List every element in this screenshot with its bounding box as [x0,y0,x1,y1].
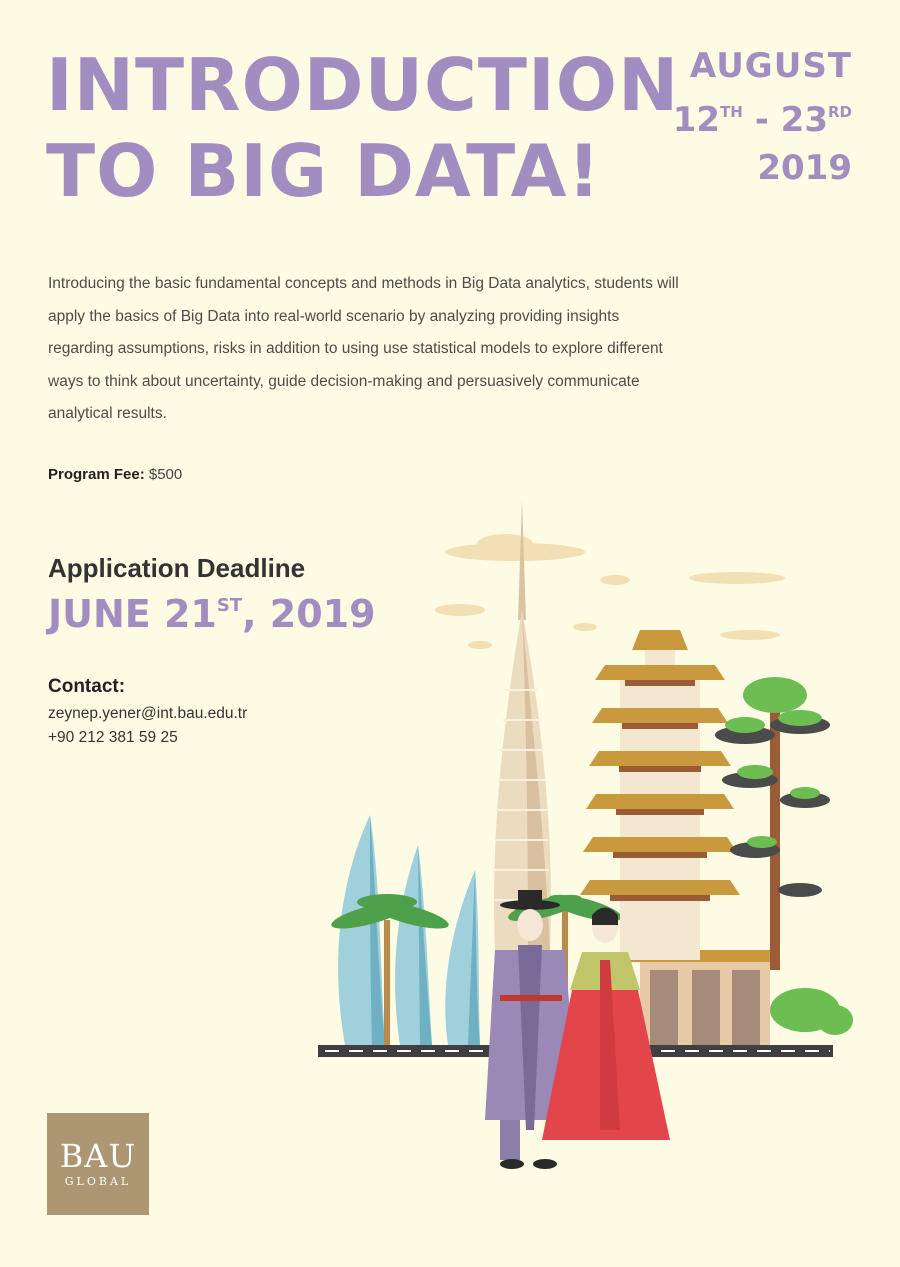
title-line-1: INTRODUCTION [46,43,680,127]
dates-year: 2019 [757,148,852,188]
program-description: Introducing the basic fundamental concepts and methods in Big Data analytics, students will apply the basics of Big Data into real-world scenario by analyzing providing insights regarding assumptions, risks in addition to using use statistical models to explore different ways to think about uncertainty, guide decision-making and persuasively communicate analytical results. [48,275,679,422]
bau-global-logo [47,1113,149,1215]
logo-line-1: BAU [59,1137,137,1175]
deadline-date-year: , 2019 [242,592,376,636]
contact-email[interactable]: zeynep.yener@int.bau.edu.tr [48,705,248,722]
dates-month: AUGUST [689,46,852,86]
program-dates [673,44,852,192]
fee-label: Program Fee: [48,466,145,483]
contact-label: Contact: [48,676,126,697]
contact-phone: +90 212 381 59 25 [48,729,178,746]
dates-range [673,88,852,144]
deadline-label: Application Deadline [48,553,306,583]
start-day: 12 [672,100,721,140]
title-line-2: TO BIG DATA! [46,129,602,213]
start-suffix: TH [720,103,743,121]
blue-towers [338,815,480,1045]
deadline-date-main: JUNE 21 [48,592,217,636]
fee-value: $500 [148,466,183,483]
deadline-date-suffix: ST [216,595,243,616]
end-day: 23 [780,100,828,140]
tower-building [494,500,551,950]
clouds [435,534,785,649]
program-fee [48,466,182,483]
poster-title [46,42,679,214]
end-suffix: RD [827,103,852,121]
logo-line-2: GLOBAL [64,1175,132,1188]
seoul-skyline-illustration [300,490,860,1180]
dates-separator: - [742,100,781,140]
